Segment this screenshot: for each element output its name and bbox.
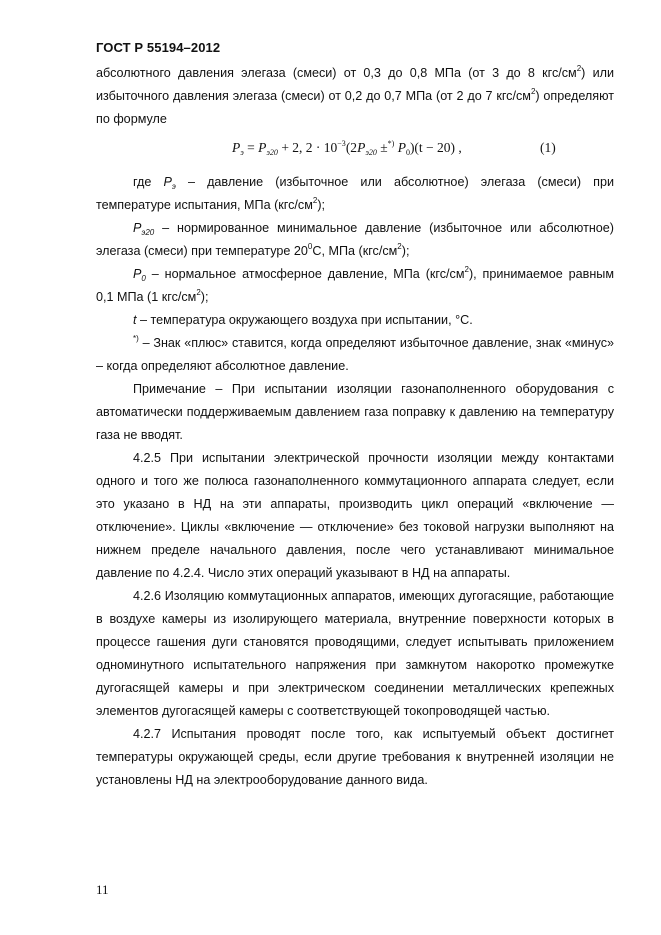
formula-pm-sup: *)	[387, 139, 395, 148]
def-text: – нормальное атмосферное давление, МПа (кгс/см	[145, 267, 465, 281]
formula-1	[96, 131, 614, 165]
formula-p0: P	[394, 140, 406, 155]
definition-sign-note	[96, 332, 614, 378]
def-symbol-sub: э	[171, 182, 176, 191]
def-end: );	[200, 290, 209, 304]
def-degree: 0	[307, 242, 313, 251]
def-symbol-sub: э20	[141, 228, 155, 237]
formula-exp: −3	[337, 139, 346, 148]
intro-line1c: )	[535, 89, 540, 103]
document-body	[96, 62, 614, 792]
def-sup: 2	[312, 196, 318, 205]
def-symbol-sub: 0	[141, 274, 146, 283]
formula-p0-sub: 0	[405, 148, 410, 157]
formula-expression	[232, 136, 462, 159]
document-header: ГОСТ Р 55194–2012	[96, 40, 221, 55]
def-text: – давление (избыточное или абсолютное) элегаза (смеси) при температуре испытания, МПа (кгс/см	[96, 175, 614, 212]
def-end: );	[401, 244, 410, 258]
def-text: – температура окружающего воздуха при испытании, °С.	[136, 313, 473, 327]
paragraph-4-2-7: 4.2.7 Испытания проводят после того, как испытуемый объект достигнет температуры окружающей среды, если другие требования к внутренней изоляции не установлены НД на электрооборудование данного вида.	[96, 727, 614, 787]
def-symbol: P	[133, 267, 142, 281]
formula-p20-sub: э20	[266, 148, 278, 157]
intro-sup2: 2	[530, 87, 536, 96]
formula-p20: P	[258, 140, 267, 155]
formula-number: (1)	[540, 140, 556, 155]
formula-lhs: P	[232, 140, 241, 155]
def-text: ), принимаемое равным 0,1 МПа (1 кгс/см	[96, 267, 614, 304]
formula-tail: )(t − 20) ,	[409, 140, 462, 155]
def-text: С, МПа (кгс/см	[312, 244, 398, 258]
page-number: 11	[96, 882, 109, 897]
formula-plus: + 2, 2 · 10	[277, 140, 338, 155]
formula-paren: (2	[345, 140, 358, 155]
formula-lhs-sub: э	[240, 148, 244, 157]
formula-p20b: P	[357, 140, 366, 155]
definition-pe	[96, 171, 614, 217]
note-paragraph: Примечание – При испытании изоляции газонаполненного оборудования с автоматически поддерживаемым давлением газа поправку к давлению на температуру газа не вводят.	[96, 382, 614, 442]
def-symbol: P	[133, 221, 142, 235]
def-text: – Знак «плюс» ставится, когда определяют избыточное давление, знак «минус» – когда определяют абсолютное давление.	[96, 336, 614, 373]
paragraph-4-2-5: 4.2.5 При испытании электрической прочности изоляции между контактами одного и того же полюса газонаполненного коммутационного аппарата следует, если это указано в НД на эти аппараты, производить цикл операций «включение — отключение». Циклы «включение — отключение» без токовой нагрузки выполняют на нижнем пределе начального давления, после чего устанавливают минимальное давление по 4.2.4. Число этих операций указывают в НД на аппараты.	[96, 451, 614, 580]
def-prefix: где	[133, 175, 164, 189]
def-sup: 2	[196, 288, 201, 297]
def-text: – нормированное минимальное давление (избыточное или абсолютное) элегаза (смеси) при температуре 20	[96, 221, 614, 258]
def-end: );	[317, 198, 326, 212]
intro-line2: определяют по формуле	[96, 89, 615, 126]
def-sup: 2	[397, 242, 402, 251]
def-symbol: t	[133, 313, 137, 327]
def-footnote-mark: *)	[133, 334, 139, 343]
intro-paragraph	[96, 62, 614, 131]
def-symbol: P	[163, 175, 172, 189]
intro-line1: абсолютного давления элегаза (смеси) от 0,3 до 0,8 МПа (от 3 до 8 кгс/см	[96, 66, 577, 80]
paragraph-4-2-6: 4.2.6 Изоляцию коммутационных аппаратов, имеющих дугогасящие, работающие в воздухе камеры из изолирующего материала, внутренние поверхности которых в процессе гашения дуги становятся проводящими, следует испытывать приложением одноминутного испытательного напряжения при замкнутом накоротко промежутке дугогасящей камеры и при электрическом соединении металлических крепежных элементов дугогасящей камеры с соответствующей токопроводящей частью.	[96, 589, 614, 718]
formula-p20b-sub: э20	[365, 148, 377, 157]
definition-pe20	[96, 217, 614, 263]
intro-line1b: ) или избыточного давления элегаза (смеси) от 0,2 до 0,7 МПа (от 2 до 7 кгс/см	[96, 66, 614, 103]
definition-t	[96, 309, 614, 332]
formula-eq: =	[243, 140, 259, 155]
intro-sup1: 2	[576, 64, 582, 73]
formula-pm: ±	[376, 140, 388, 155]
definition-p0	[96, 263, 614, 309]
def-sup: 2	[464, 265, 469, 274]
